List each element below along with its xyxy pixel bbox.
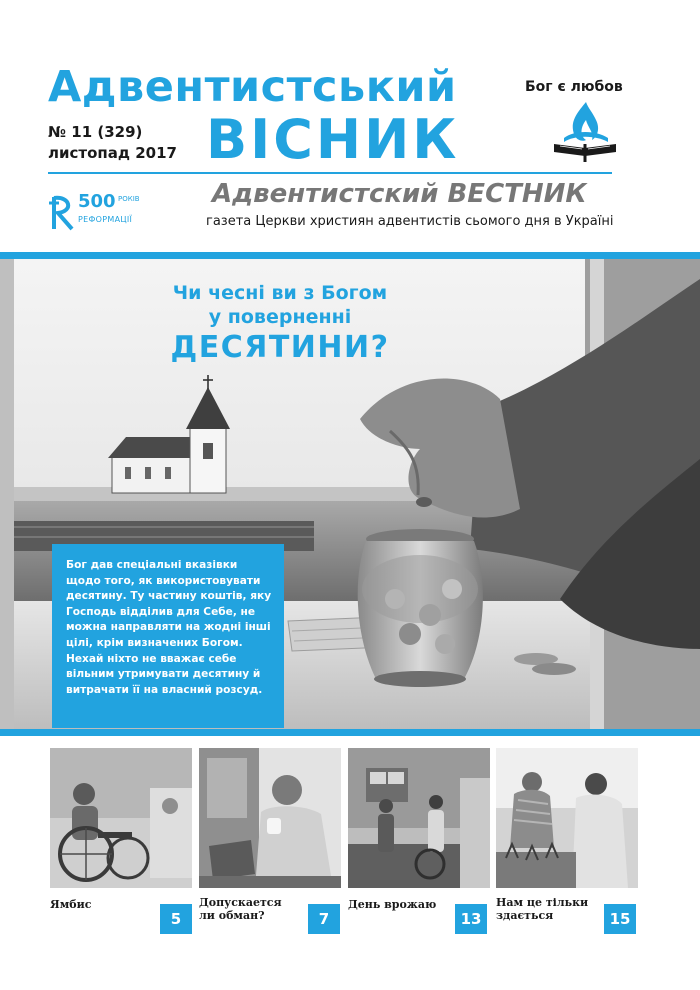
newspaper-subtitle-russian: Адвентистский ВЕСТНИК bbox=[212, 179, 587, 209]
teaser-title-4[interactable]: Нам це тільки здається bbox=[496, 896, 589, 922]
teaser-page-badge-4[interactable]: 15 bbox=[604, 904, 636, 934]
hero-headline-line1: Чи чесні ви з Богом bbox=[172, 282, 388, 304]
hero-quote-text: Бог дав спеціальні вказівки щодо того, як використовувати десятину. Ту частину коштів, яку Господь відділив для Себе, не можна направляти на жодні інші цілі, крім визначених Богом. Нехай ніхто не вважає себе вільним утримувати десятину й витрачати її на власний розсуд. bbox=[66, 559, 272, 696]
issue-date: листопад 2017 bbox=[48, 144, 177, 162]
masthead-divider bbox=[48, 172, 612, 174]
motto: Бог є любов bbox=[525, 79, 623, 95]
teaser-photo-couple[interactable] bbox=[348, 748, 490, 888]
hero-headline-main: ДЕСЯТИНИ? bbox=[170, 330, 390, 365]
teaser-page-badge-2[interactable]: 7 bbox=[308, 904, 340, 934]
church-logo-icon bbox=[550, 100, 620, 162]
teaser-photo-gardening[interactable] bbox=[496, 748, 638, 888]
hero-top-band bbox=[0, 252, 700, 259]
reformation-label: РЕФОРМАЦІЇ bbox=[78, 215, 133, 224]
teaser-title-3[interactable]: День врожаю bbox=[348, 898, 437, 911]
teaser-title-2[interactable]: Допускается ли обман? bbox=[199, 896, 282, 922]
hero-bottom-band bbox=[0, 729, 700, 736]
newspaper-title-line1: Адвентистський bbox=[48, 62, 457, 112]
newspaper-tagline: газета Церкви християн адвентистів сьомого дня в Україні bbox=[206, 214, 614, 229]
reformation-years-label: РОКІВ bbox=[118, 195, 140, 203]
issue-number: № 11 (329) bbox=[48, 123, 143, 141]
newspaper-title-line2: ВІСНИК bbox=[206, 108, 460, 171]
hero-quote-box bbox=[52, 544, 284, 728]
teaser-photo-man-laptop[interactable] bbox=[199, 748, 341, 888]
hero-headline-line2: у поверненні bbox=[208, 306, 352, 328]
teaser-page-badge-1[interactable]: 5 bbox=[160, 904, 192, 934]
teaser-page-badge-3[interactable]: 13 bbox=[455, 904, 487, 934]
teaser-title-1[interactable]: Ямбис bbox=[50, 898, 92, 911]
teaser-photo-wheelchair[interactable] bbox=[50, 748, 192, 888]
reformation-number: 500 bbox=[78, 191, 116, 212]
